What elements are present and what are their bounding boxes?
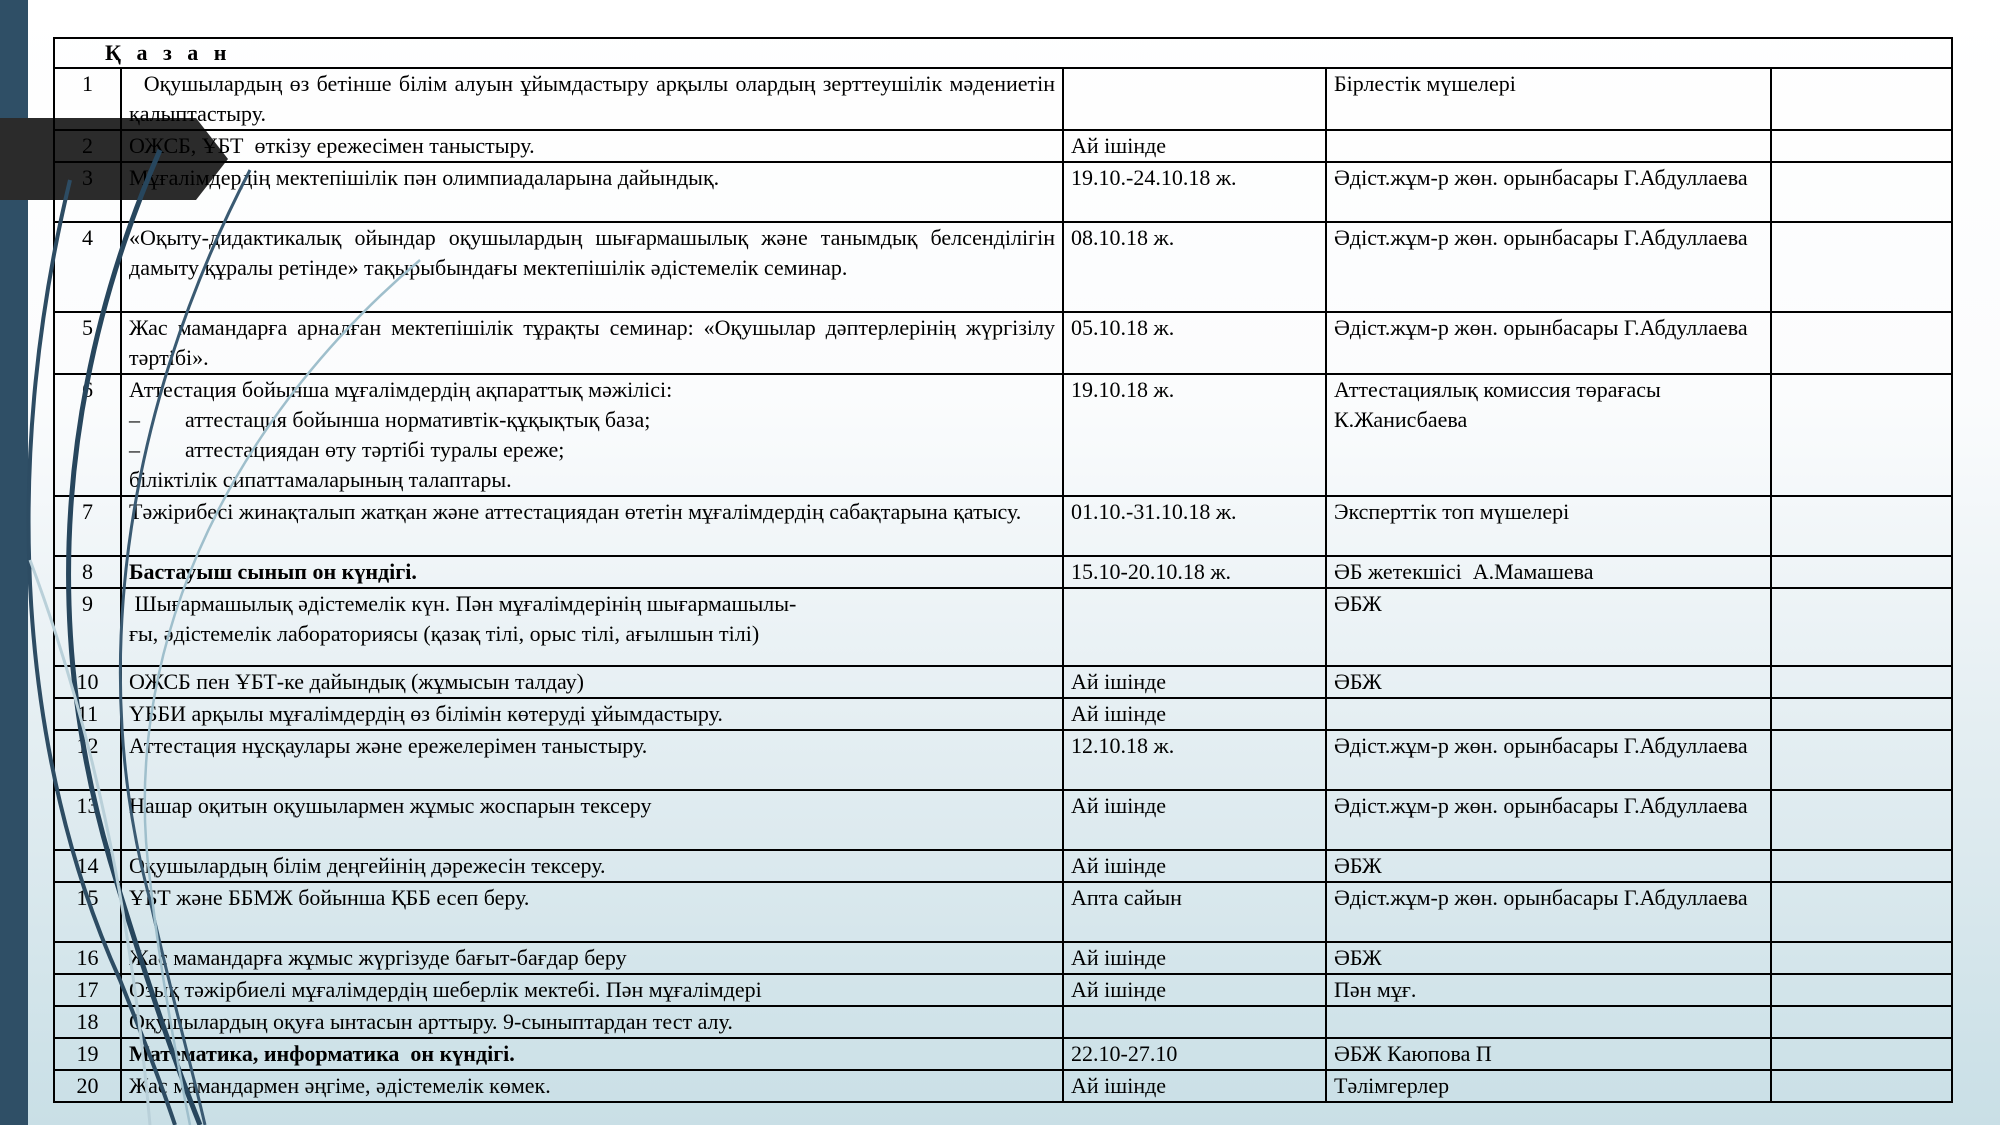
event-text-list bbox=[121, 374, 1063, 496]
table-row bbox=[54, 882, 1952, 942]
row-number: 15 bbox=[54, 882, 121, 942]
event-responsible: ӘБЖ bbox=[1326, 942, 1771, 974]
event-responsible: Аттестациялық комиссия төрағасы К.Жанисбаева bbox=[1326, 374, 1771, 496]
event-responsible: ӘБЖ Каюпова П bbox=[1326, 1038, 1771, 1070]
empty-cell bbox=[1771, 1006, 1952, 1038]
event-text: Нашар оқитын оқушылармен жұмыс жоспарын тексеру bbox=[121, 790, 1063, 850]
event-date bbox=[1063, 68, 1326, 130]
event-date: 12.10.18 ж. bbox=[1063, 730, 1326, 790]
empty-cell bbox=[1771, 556, 1952, 588]
event-responsible: Тәлімгерлер bbox=[1326, 1070, 1771, 1102]
table-row bbox=[54, 942, 1952, 974]
row-number: 4 bbox=[54, 222, 121, 312]
row-number: 10 bbox=[54, 666, 121, 698]
table-row bbox=[54, 68, 1952, 130]
event-responsible: Әдіст.жұм-р жөн. орынбасары Г.Абдуллаева bbox=[1326, 790, 1771, 850]
row-number: 8 bbox=[54, 556, 121, 588]
empty-cell bbox=[1771, 68, 1952, 130]
table-row bbox=[54, 730, 1952, 790]
empty-cell bbox=[1771, 1038, 1952, 1070]
dash-marker: – bbox=[129, 437, 140, 462]
event-text: Оқушылардың білім деңгейінің дәрежесін тексеру. bbox=[121, 850, 1063, 882]
event-responsible bbox=[1326, 1006, 1771, 1038]
event-text: Озық тәжірбиелі мұғалімдердің шеберлік мектебі. Пән мұғалімдері bbox=[121, 974, 1063, 1006]
empty-cell bbox=[1771, 666, 1952, 698]
october-plan-table bbox=[53, 37, 1953, 1103]
event-date: 05.10.18 ж. bbox=[1063, 312, 1326, 374]
event-text: Оқушылардың оқуға ынтасын арттыру. 9-сыныптардан тест алу. bbox=[121, 1006, 1063, 1038]
event-text: ОЖСБ пен ҰБТ-ке дайындық (жұмысын талдау) bbox=[121, 666, 1063, 698]
row-number: 2 bbox=[54, 130, 121, 162]
row-number: 12 bbox=[54, 730, 121, 790]
month-heading: Қ а з а н bbox=[54, 38, 1952, 68]
event-responsible: Әдіст.жұм-р жөн. орынбасары Г.Абдуллаева bbox=[1326, 162, 1771, 222]
event-date: Апта сайын bbox=[1063, 882, 1326, 942]
event-responsible bbox=[1326, 698, 1771, 730]
event-text: Бастауыш сынып он күндігі. bbox=[121, 556, 1063, 588]
empty-cell bbox=[1771, 850, 1952, 882]
table-row bbox=[54, 374, 1952, 496]
event-responsible: Эксперттік топ мүшелері bbox=[1326, 496, 1771, 556]
table-row bbox=[54, 222, 1952, 312]
empty-cell bbox=[1771, 162, 1952, 222]
event-date: Ай ішінде bbox=[1063, 942, 1326, 974]
table-row bbox=[54, 556, 1952, 588]
table-row bbox=[54, 130, 1952, 162]
event-text-line: Шығармашылық әдістемелік күн. Пән мұғалімдерінің шығармашылы- bbox=[129, 591, 797, 616]
month-heading-row bbox=[54, 38, 1952, 68]
event-text: Мұғалімдердің мектепішілік пән олимпиадаларына дайындық. bbox=[121, 162, 1063, 222]
table-row bbox=[54, 1070, 1952, 1102]
event-responsible: ӘБ жетекшісі А.Мамашева bbox=[1326, 556, 1771, 588]
row-number: 19 bbox=[54, 1038, 121, 1070]
event-date: Ай ішінде bbox=[1063, 790, 1326, 850]
row-number: 7 bbox=[54, 496, 121, 556]
event-text: Оқушылардың өз бетінше білім алуын ұйымдастыру арқылы олардың зерттеушілік мәдениетін қалыптастыру. bbox=[121, 68, 1063, 130]
empty-cell bbox=[1771, 588, 1952, 666]
event-date: 01.10.-31.10.18 ж. bbox=[1063, 496, 1326, 556]
event-date: 08.10.18 ж. bbox=[1063, 222, 1326, 312]
event-responsible: ӘБЖ bbox=[1326, 850, 1771, 882]
event-text: Тәжірибесі жинақталып жатқан және аттестациядан өтетін мұғалімдердің сабақтарына қатысу. bbox=[121, 496, 1063, 556]
table-row bbox=[54, 588, 1952, 666]
table-row bbox=[54, 1006, 1952, 1038]
event-date bbox=[1063, 588, 1326, 666]
row-number: 14 bbox=[54, 850, 121, 882]
event-text: Аттестация нұсқаулары және ережелерімен таныстыру. bbox=[121, 730, 1063, 790]
event-responsible: Әдіст.жұм-р жөн. орынбасары Г.Абдуллаева bbox=[1326, 882, 1771, 942]
empty-cell bbox=[1771, 974, 1952, 1006]
empty-cell bbox=[1771, 222, 1952, 312]
event-date: Ай ішінде bbox=[1063, 974, 1326, 1006]
row-number: 9 bbox=[54, 588, 121, 666]
list-item-text: аттестация бойынша нормативтік-құқықтық база; bbox=[185, 407, 651, 432]
event-date bbox=[1063, 1006, 1326, 1038]
table-row bbox=[54, 850, 1952, 882]
event-date: Ай ішінде bbox=[1063, 130, 1326, 162]
event-text: «Оқыту-дидактикалық ойындар оқушылардың шығармашылық және танымдық белсенділігін дамыту құралы ретінде» тақырыбындағы мектепішілік әдістемелік семинар. bbox=[121, 222, 1063, 312]
event-date: Ай ішінде bbox=[1063, 850, 1326, 882]
event-text: Аттестация бойынша мұғалімдердің ақпараттық мәжілісі: bbox=[129, 377, 673, 402]
event-date: 19.10.-24.10.18 ж. bbox=[1063, 162, 1326, 222]
event-responsible bbox=[1326, 130, 1771, 162]
table-row bbox=[54, 312, 1952, 374]
row-number: 6 bbox=[54, 374, 121, 496]
list-item-text: аттестациядан өту тәртібі туралы ереже; bbox=[185, 437, 565, 462]
event-text: Математика, информатика он күндігі. bbox=[121, 1038, 1063, 1070]
list-item bbox=[129, 435, 1055, 465]
event-responsible: Әдіст.жұм-р жөн. орынбасары Г.Абдуллаева bbox=[1326, 222, 1771, 312]
event-date: 22.10-27.10 bbox=[1063, 1038, 1326, 1070]
row-number: 5 bbox=[54, 312, 121, 374]
row-number: 13 bbox=[54, 790, 121, 850]
event-text: Жас мамандарға арналған мектепішілік тұрақты семинар: «Оқушылар дәптерлерінің жүргізілу тәртібі». bbox=[121, 312, 1063, 374]
event-responsible: Әдіст.жұм-р жөн. орынбасары Г.Абдуллаева bbox=[1326, 312, 1771, 374]
empty-cell bbox=[1771, 374, 1952, 496]
row-number: 18 bbox=[54, 1006, 121, 1038]
list-item bbox=[129, 405, 1055, 435]
empty-cell bbox=[1771, 942, 1952, 974]
event-responsible: Әдіст.жұм-р жөн. орынбасары Г.Абдуллаева bbox=[1326, 730, 1771, 790]
event-date: Ай ішінде bbox=[1063, 698, 1326, 730]
row-number: 11 bbox=[54, 698, 121, 730]
table-row bbox=[54, 162, 1952, 222]
event-text: ОЖСБ, ҰБТ өткізу ережесімен таныстыру. bbox=[121, 130, 1063, 162]
event-text: ҮББИ арқылы мұғалімдердің өз білімін көтеруді ұйымдастыру. bbox=[121, 698, 1063, 730]
table-row bbox=[54, 666, 1952, 698]
event-date: Ай ішінде bbox=[1063, 1070, 1326, 1102]
row-number: 1 bbox=[54, 68, 121, 130]
event-date: 19.10.18 ж. bbox=[1063, 374, 1326, 496]
row-number: 3 bbox=[54, 162, 121, 222]
empty-cell bbox=[1771, 698, 1952, 730]
event-text-lines bbox=[121, 588, 1063, 666]
event-text: Жас мамандармен әңгіме, әдістемелік көмек. bbox=[121, 1070, 1063, 1102]
empty-cell bbox=[1771, 496, 1952, 556]
empty-cell bbox=[1771, 730, 1952, 790]
row-number: 16 bbox=[54, 942, 121, 974]
empty-cell bbox=[1771, 790, 1952, 850]
table-row bbox=[54, 496, 1952, 556]
event-responsible: Бірлестік мүшелері bbox=[1326, 68, 1771, 130]
event-date: 15.10-20.10.18 ж. bbox=[1063, 556, 1326, 588]
event-text: Жас мамандарға жұмыс жүргізуде бағыт-бағдар беру bbox=[121, 942, 1063, 974]
event-text-tail: біліктілік сипаттамаларының талаптары. bbox=[129, 467, 512, 492]
event-text: ҰБТ және ББМЖ бойынша ҚББ есеп беру. bbox=[121, 882, 1063, 942]
table-row bbox=[54, 1038, 1952, 1070]
event-responsible: Пән мұғ. bbox=[1326, 974, 1771, 1006]
empty-cell bbox=[1771, 312, 1952, 374]
empty-cell bbox=[1771, 882, 1952, 942]
row-number: 20 bbox=[54, 1070, 121, 1102]
table-row bbox=[54, 698, 1952, 730]
empty-cell bbox=[1771, 1070, 1952, 1102]
event-responsible: ӘБЖ bbox=[1326, 588, 1771, 666]
event-responsible: ӘБЖ bbox=[1326, 666, 1771, 698]
table-row bbox=[54, 974, 1952, 1006]
event-text-line: ғы, әдістемелік лабораториясы (қазақ тілі, орыс тілі, ағылшын тілі) bbox=[129, 621, 760, 646]
empty-cell bbox=[1771, 130, 1952, 162]
table-row bbox=[54, 790, 1952, 850]
event-date: Ай ішінде bbox=[1063, 666, 1326, 698]
row-number: 17 bbox=[54, 974, 121, 1006]
dash-marker: – bbox=[129, 407, 140, 432]
